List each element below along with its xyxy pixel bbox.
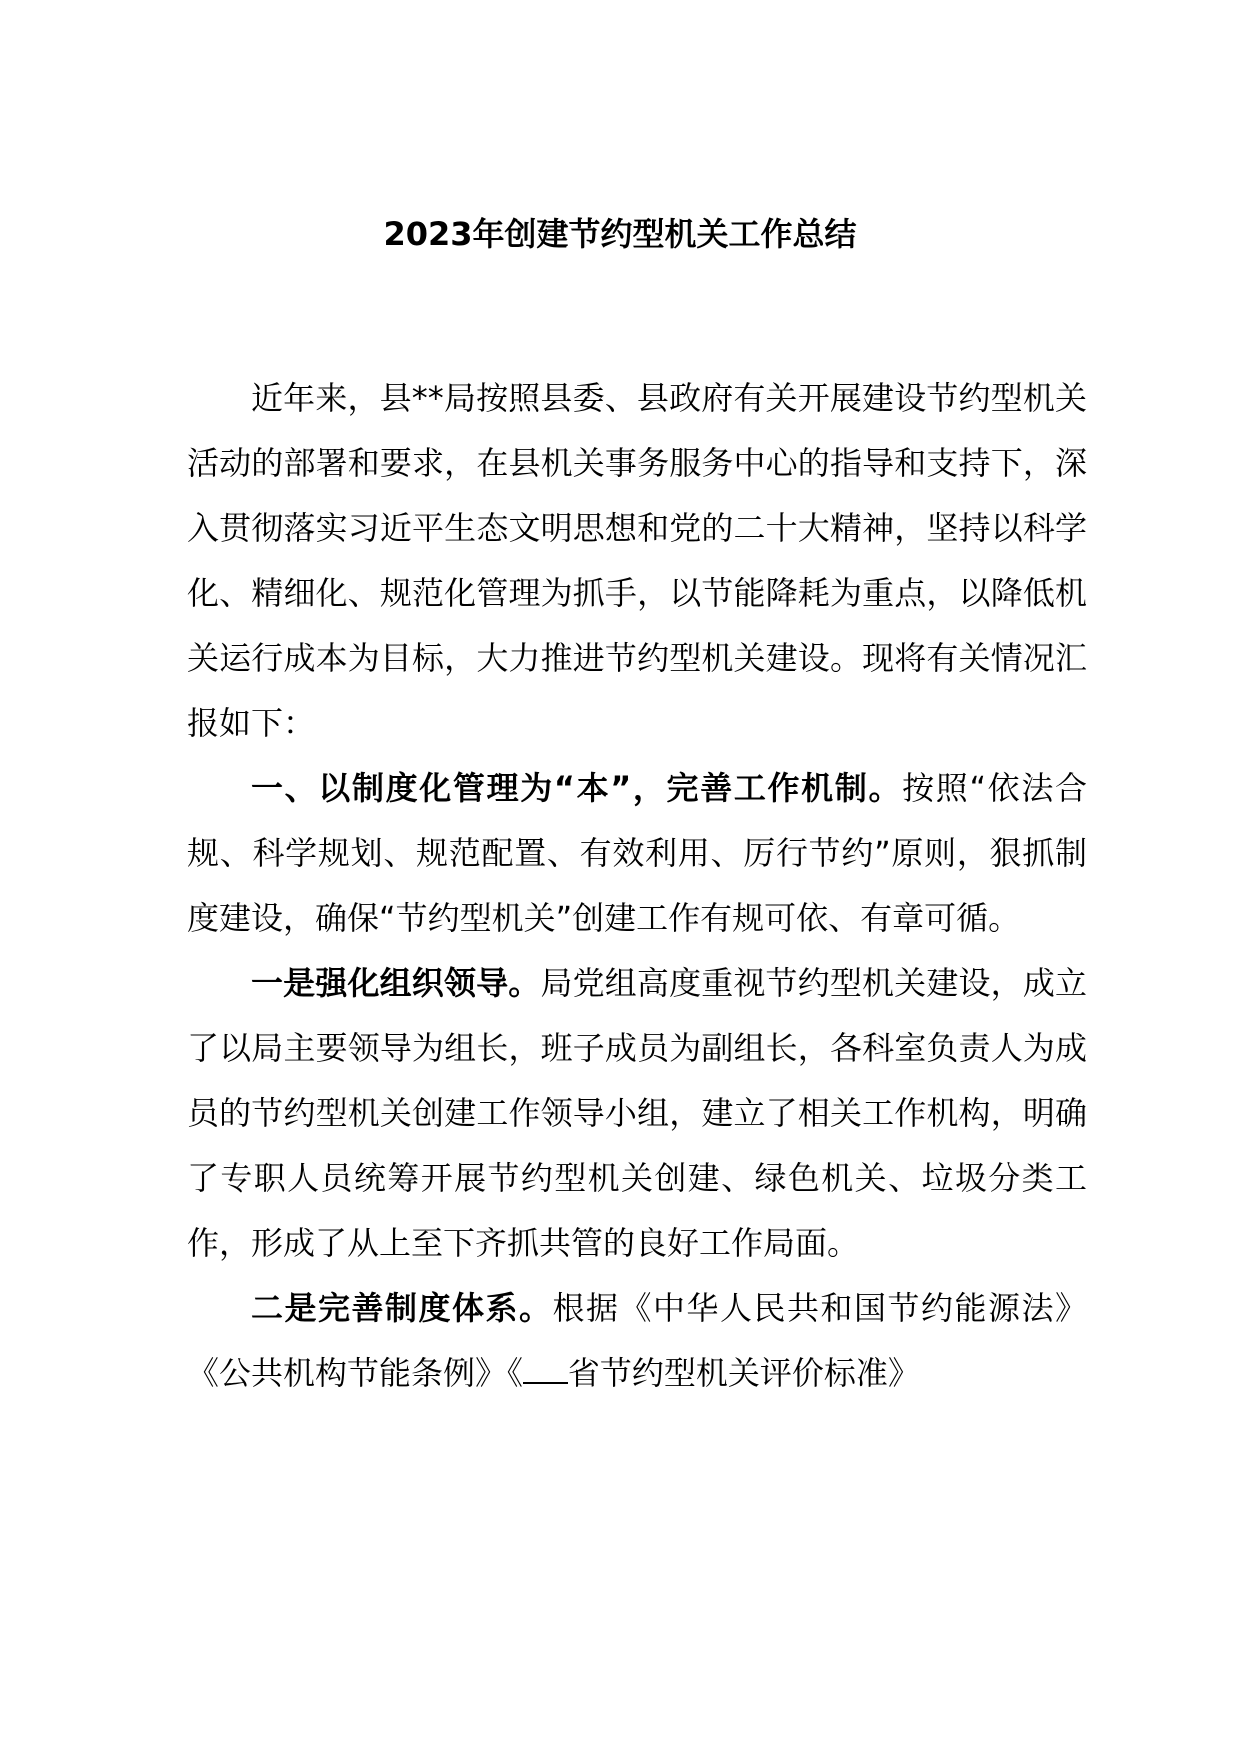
- item-1-paragraph: [187, 951, 1087, 1276]
- item-2-text-before-blank: 根据《中华人民共和国节约能源法》《公共机构节能条例》《: [187, 1289, 1087, 1392]
- section-1-text: 按照“依法合规、科学规划、规范配置、有效利用、厉行节约”原则，狠抓制度建设，确保“节约型机关”创建工作有规可依、有章可循。: [187, 769, 1087, 937]
- item-1-heading: 一是强化组织领导。: [251, 964, 541, 1002]
- intro-text: 近年来，县**局按照县委、县政府有关开展建设节约型机关活动的部署和要求，在县机关事务服务中心的指导和支持下，深入贯彻落实习近平生态文明思想和党的二十大精神，坚持以科学化、精细化、规范化管理为抓手，以节能降耗为重点，以降低机关运行成本为目标，大力推进节约型机关建设。现将有关情况汇报如下：: [187, 379, 1087, 742]
- document-title: 2023年创建节约型机关工作总结: [383, 215, 857, 253]
- document-body: [187, 366, 1087, 1406]
- fill-in-blank: [523, 1353, 568, 1384]
- item-2-heading: 二是完善制度体系。: [251, 1289, 553, 1327]
- intro-paragraph: [187, 366, 1087, 756]
- section-1-heading: 一、以制度化管理为“本”，完善工作机制。: [251, 769, 903, 807]
- item-2-text-after-blank: 省节约型机关评价标准》: [567, 1354, 920, 1392]
- item-1-text: 局党组高度重视节约型机关建设，成立了以局主要领导为组长，班子成员为副组长，各科室负责人为成员的节约型机关创建工作领导小组，建立了相关工作机构，明确了专职人员统筹开展节约型机关创建、绿色机关、垃圾分类工作，形成了从上至下齐抓共管的良好工作局面。: [187, 964, 1087, 1262]
- section-1-paragraph: [187, 756, 1087, 951]
- item-2-paragraph: [187, 1276, 1087, 1406]
